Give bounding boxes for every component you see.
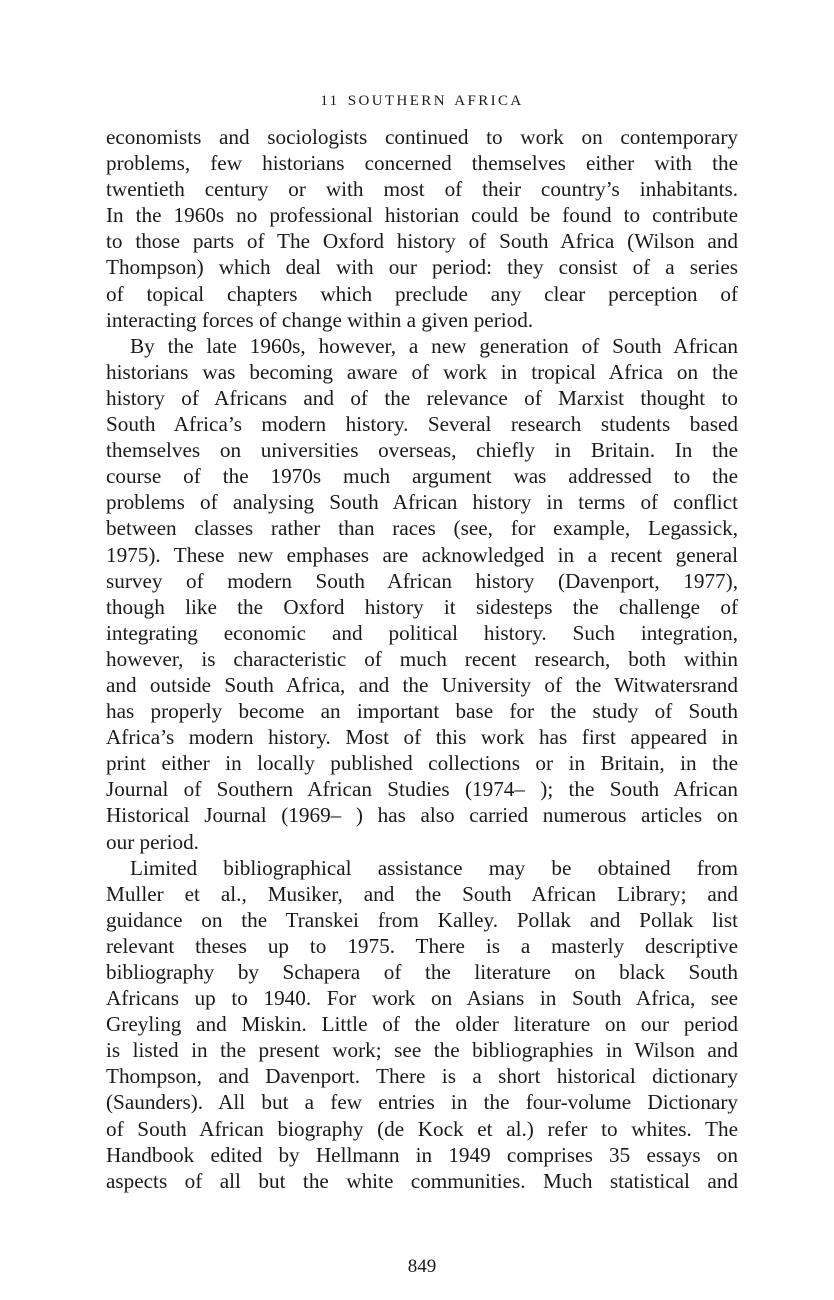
text-line: Muller et al., Musiker, and the South African Library; and xyxy=(106,881,738,906)
text-line: In the 1960s no professional historian could be found to contribute xyxy=(106,203,738,228)
text-line: to those parts of The Oxford history of South Africa (Wilson and xyxy=(106,229,738,254)
text-line: between classes rather than races (see, for example, Legassick, xyxy=(106,516,738,541)
text-line: of South African biography (de Kock et al.) refer to whites. The xyxy=(106,1116,738,1141)
text-line: has properly become an important base for the study of South xyxy=(106,699,738,724)
text-line: By the late 1960s, however, a new generation of South African xyxy=(130,333,738,358)
text-line: course of the 1970s much argument was addressed to the xyxy=(106,464,738,489)
text-line: aspects of all but the white communities. Much statistical and xyxy=(106,1168,738,1193)
text-line: Journal of Southern African Studies (1974– ); the South African xyxy=(106,777,738,802)
text-line: economists and sociologists continued to work on contemporary xyxy=(106,125,738,149)
text-line: relevant theses up to 1975. There is a masterly descriptive xyxy=(106,933,738,958)
text-line: Historical Journal (1969– ) has also carried numerous articles on xyxy=(106,803,738,828)
page-number: 849 xyxy=(407,1256,437,1277)
text-line: problems, few historians concerned themselves either with the xyxy=(106,151,738,176)
text-line: guidance on the Transkei from Kalley. Pollak and Pollak list xyxy=(106,907,738,932)
text-line: Africans up to 1940. For work on Asians in South Africa, see xyxy=(106,986,738,1011)
text-line: though like the Oxford history it sidesteps the challenge of xyxy=(106,594,738,619)
running-head: 11 SOUTHERN AFRICA xyxy=(320,93,524,109)
text-line: (Saunders). All but a few entries in the four-volume Dictionary xyxy=(106,1090,738,1115)
text-line: and outside South Africa, and the University of the Witwatersrand xyxy=(106,672,738,697)
text-line: survey of modern South African history (Davenport, 1977), xyxy=(106,568,738,593)
text-line: of topical chapters which preclude any clear perception of xyxy=(106,281,738,306)
text-line: however, is characteristic of much recent research, both within xyxy=(106,646,738,671)
text-line: bibliography by Schapera of the literature on black South xyxy=(106,960,738,984)
text-line: Thompson) which deal with our period: they consist of a series xyxy=(106,255,738,280)
text-line: history of Africans and of the relevance of Marxist thought to xyxy=(106,385,738,410)
text-line: South Africa’s modern history. Several research students based xyxy=(106,412,738,437)
text-line: 1975). These new emphases are acknowledged in a recent general xyxy=(106,542,738,567)
text-line: Limited bibliographical assistance may be obtained from xyxy=(130,855,738,880)
text-line: Handbook edited by Hellmann in 1949 comprises 35 essays on xyxy=(106,1142,738,1167)
text-line: themselves on universities overseas, chiefly in Britain. In the xyxy=(106,438,738,463)
text-line: is listed in the present work; see the bibliographies in Wilson and xyxy=(106,1038,738,1063)
body-text xyxy=(106,124,738,1194)
text-line: Greyling and Miskin. Little of the older literature on our period xyxy=(106,1012,738,1037)
text-line: interacting forces of change within a given period. xyxy=(106,307,534,332)
text-line: historians was becoming aware of work in tropical Africa on the xyxy=(106,359,738,384)
text-line: Thompson, and Davenport. There is a short historical dictionary xyxy=(106,1064,738,1089)
text-line: twentieth century or with most of their country’s inhabitants. xyxy=(106,177,738,202)
text-line: problems of analysing South African history in terms of conflict xyxy=(106,490,738,515)
text-line: print either in locally published collections or in Britain, in the xyxy=(106,751,738,776)
text-line: integrating economic and political history. Such integration, xyxy=(106,620,738,645)
text-line: our period. xyxy=(106,829,199,854)
text-line: Africa’s modern history. Most of this work has first appeared in xyxy=(106,725,738,750)
